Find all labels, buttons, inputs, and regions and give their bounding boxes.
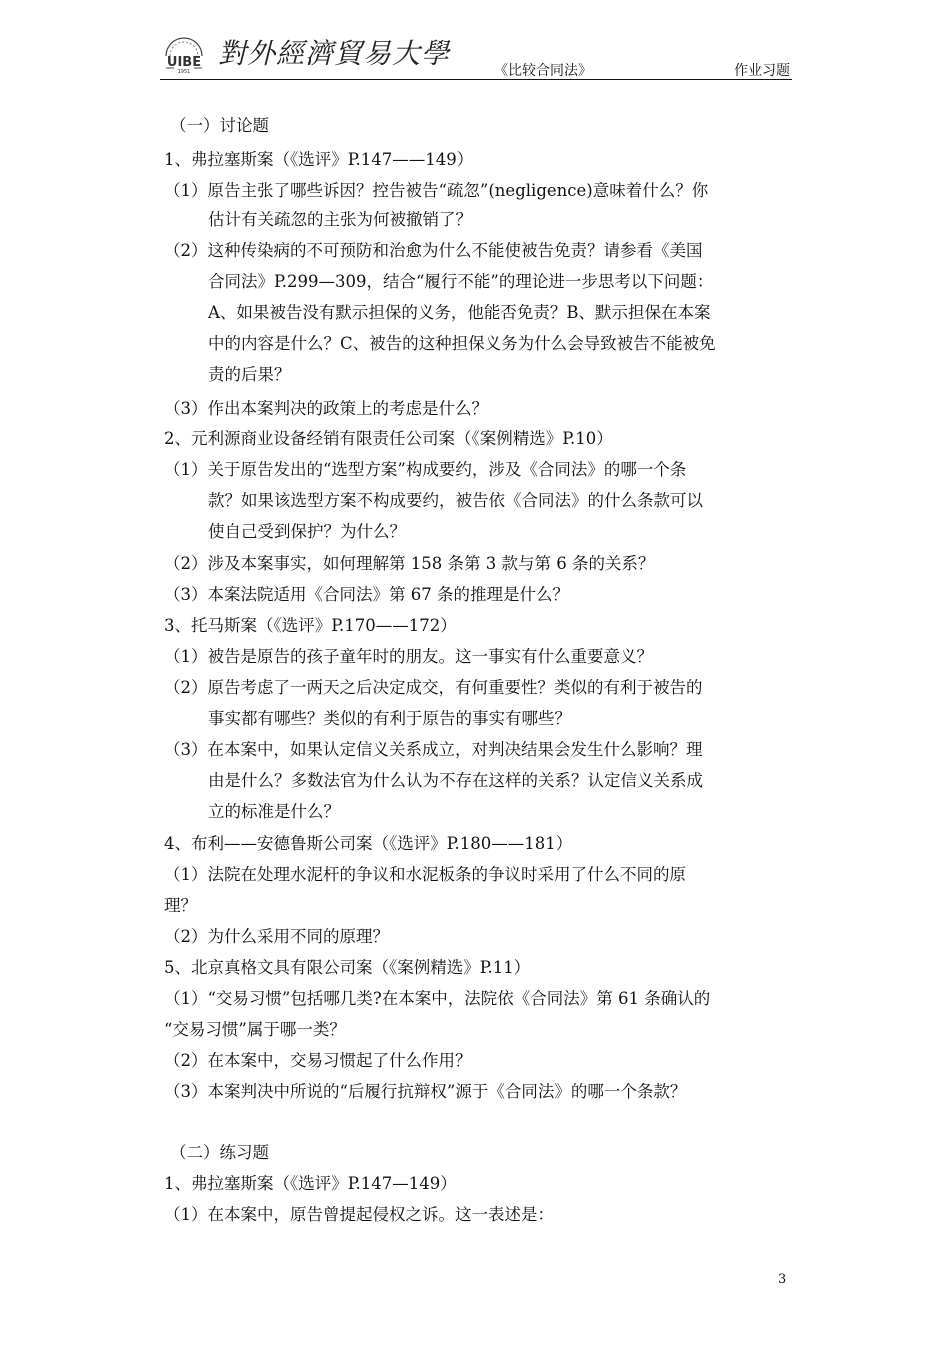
question-line: （1）在本案中，原告曾提起侵权之诉。这一表述是： bbox=[164, 1205, 554, 1224]
question-line: 款？如果该选型方案不构成要约，被告依《合同法》的什么条款可以 bbox=[208, 491, 703, 510]
case-heading: 3、托马斯案（《选评》P.170——172） bbox=[164, 616, 457, 635]
question-line: 由是什么？多数法官为什么认为不存在这样的关系？认定信义关系成 bbox=[208, 771, 703, 790]
case-heading: 2、元利源商业设备经销有限责任公司案（《案例精选》P.10） bbox=[164, 429, 613, 448]
page-number: 3 bbox=[778, 1272, 787, 1287]
question-line: “交易习惯”属于哪一类？ bbox=[164, 1020, 346, 1039]
header-rule bbox=[160, 79, 792, 80]
university-name: 對外經濟貿易大學 bbox=[218, 37, 451, 70]
case-heading: 1、弗拉塞斯案（《选评》P.147——149） bbox=[164, 150, 474, 169]
question-line: （2）原告考虑了一两天之后决定成交，有何重要性？类似的有利于被告的 bbox=[164, 678, 703, 697]
section-heading: （一）讨论题 bbox=[170, 116, 269, 135]
question-line: （3）本案法院适用《合同法》第 67 条的推理是什么？ bbox=[164, 585, 569, 604]
question-line: （2）这种传染病的不可预防和治愈为什么不能使被告免责？请参看《美国 bbox=[164, 241, 703, 260]
case-heading: 1、弗拉塞斯案（《选评》P.147—149） bbox=[164, 1174, 457, 1193]
section-label: 作业习题 bbox=[734, 63, 790, 79]
question-line: （3）在本案中，如果认定信义关系成立，对判决结果会发生什么影响？理 bbox=[164, 740, 703, 759]
question-line: （2）涉及本案事实，如何理解第 158 条第 3 款与第 6 条的关系？ bbox=[164, 554, 655, 573]
svg-text:UIBE: UIBE bbox=[166, 55, 202, 70]
question-line: （1）被告是原告的孩子童年时的朋友。这一事实有什么重要意义？ bbox=[164, 647, 653, 666]
question-line: （3）本案判决中所说的“后履行抗辩权”源于《合同法》的哪一个条款？ bbox=[164, 1082, 687, 1101]
question-line: （1）关于原告发出的“选型方案”构成要约，涉及《合同法》的哪一个条 bbox=[164, 460, 687, 479]
question-line: 估计有关疏忽的主张为何被撤销了？ bbox=[208, 210, 472, 229]
svg-text:1951: 1951 bbox=[177, 69, 191, 74]
book-title: 《比较合同法》 bbox=[494, 63, 592, 79]
question-line: 事实都有哪些？类似的有利于原告的事实有哪些？ bbox=[208, 709, 571, 728]
question-line: 责的后果？ bbox=[208, 365, 291, 384]
question-line: 使自己受到保护？为什么？ bbox=[208, 522, 406, 541]
case-heading: 5、北京真格文具有限公司案（《案例精选》P.11） bbox=[164, 958, 531, 977]
case-heading: 4、布利——安德鲁斯公司案（《选评》P.180——181） bbox=[164, 834, 573, 853]
question-line: （1）法院在处理水泥杆的争议和水泥板条的争议时采用了什么不同的原 bbox=[164, 865, 686, 884]
question-line: （2）为什么采用不同的原理？ bbox=[164, 927, 389, 946]
question-line: 立的标准是什么？ bbox=[208, 802, 340, 821]
question-line: 合同法》P.299—309，结合“履行不能”的理论进一步思考以下问题： bbox=[208, 272, 714, 291]
question-line: （1）原告主张了哪些诉因？控告被告“疏忽”(negligence)意味着什么？你 bbox=[164, 181, 709, 200]
page-header bbox=[160, 30, 792, 80]
question-line: （3）作出本案判决的政策上的考虑是什么？ bbox=[164, 399, 488, 418]
university-logo-icon bbox=[160, 34, 208, 74]
question-line: 中的内容是什么？C、被告的这种担保义务为什么会导致被告不能被免 bbox=[208, 334, 716, 353]
question-line: （1）“交易习惯”包括哪几类?在本案中，法院依《合同法》第 61 条确认的 bbox=[164, 989, 711, 1008]
section-heading: （二）练习题 bbox=[170, 1143, 269, 1162]
question-line: A、如果被告没有默示担保的义务，他能否免责？B、默示担保在本案 bbox=[208, 303, 711, 322]
question-line: （2）在本案中，交易习惯起了什么作用？ bbox=[164, 1051, 472, 1070]
question-line: 理？ bbox=[164, 896, 197, 915]
